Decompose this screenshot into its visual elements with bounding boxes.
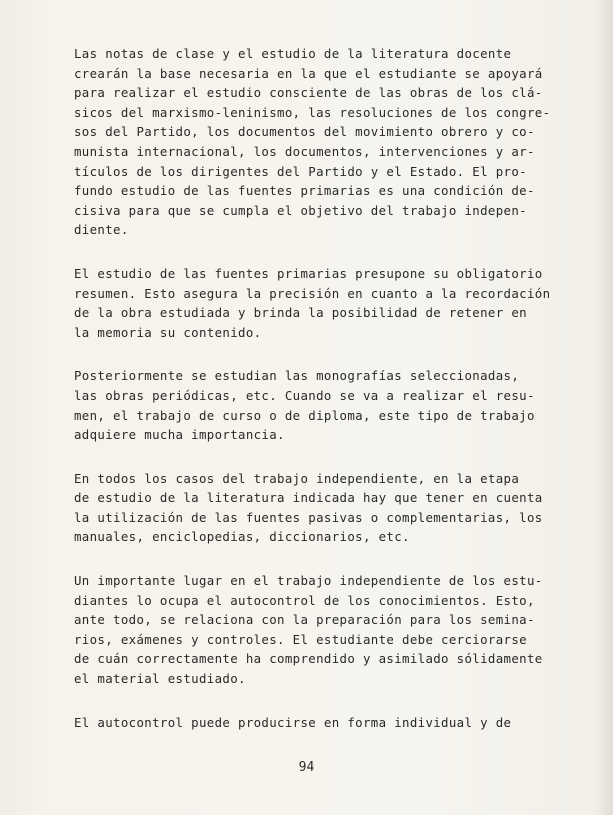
text-line: En todos los casos del trabajo independiente, en la etapa [74,470,520,486]
paragraph-5 [74,571,594,689]
text-line: rios, exámenes y controles. El estudiante debe cerciorarse [74,631,527,647]
text-line: ante todo, se relaciona con la preparación para los semina- [74,612,535,628]
text-line: Un importante lugar en el trabajo independiente de los estu- [74,573,543,589]
text-line: de estudio de la literatura indicada hay que tener en cuenta [74,490,543,506]
text-line: El autocontrol puede producirse en forma individual y de [74,714,512,730]
paragraph-2 [74,264,594,342]
text-line: Posteriormente se estudian las monografías seleccionadas, [74,368,520,384]
text-line: sos del Partido, los documentos del movimiento obrero y co- [74,124,535,140]
text-line: crearán la base necesaria en la que el estudiante se apoyará [74,65,543,81]
paragraph-4 [74,469,594,547]
text-line: adquiere mucha importancia. [74,427,285,443]
text-line: Las notas de clase y el estudio de la literatura docente [74,46,512,61]
text-line: fundo estudio de las fuentes primarias es una condición de- [74,183,535,199]
text-line: la memoria su contenido. [74,324,262,340]
text-line: munista internacional, los documentos, intervenciones y ar- [74,143,535,159]
text-line: diente. [74,222,129,238]
text-line: men, el trabajo de curso o de diploma, este tipo de trabajo [74,407,535,423]
paragraph-6 [74,713,594,733]
text-line: diantes lo ocupa el autocontrol de los conocimientos. Esto, [74,592,535,608]
text-line: resumen. Esto asegura la precisión en cuanto a la recordación [74,285,551,301]
text-line: sicos del marxismo-leninismo, las resoluciones de los congre- [74,104,551,120]
text-line: El estudio de las fuentes primarias presupone su obligatorio [74,265,543,281]
paragraph-1 [74,44,594,240]
page-number: 94 [298,760,315,775]
paragraph-3 [74,366,594,444]
body-text [74,44,594,756]
text-line: manuales, enciclopedias, diccionarios, etc. [74,529,410,545]
text-line: de la obra estudiada y brinda la posibilidad de retener en [74,305,527,321]
text-line: de cuán correctamente ha comprendido y asimilado sólidamente [74,651,543,667]
text-line: la utilización de las fuentes pasivas o complementarias, los [74,509,543,525]
text-line: cisiva para que se cumpla el objetivo del trabajo indepen- [74,202,527,218]
text-line: las obras periódicas, etc. Cuando se va a realizar el resu- [74,387,535,403]
page-edge-shadow [595,0,613,815]
text-line: tículos de los dirigentes del Partido y el Estado. El pro- [74,163,527,179]
text-line: el material estudiado. [74,671,246,687]
text-line: para realizar el estudio consciente de las obras de los clá- [74,85,543,101]
